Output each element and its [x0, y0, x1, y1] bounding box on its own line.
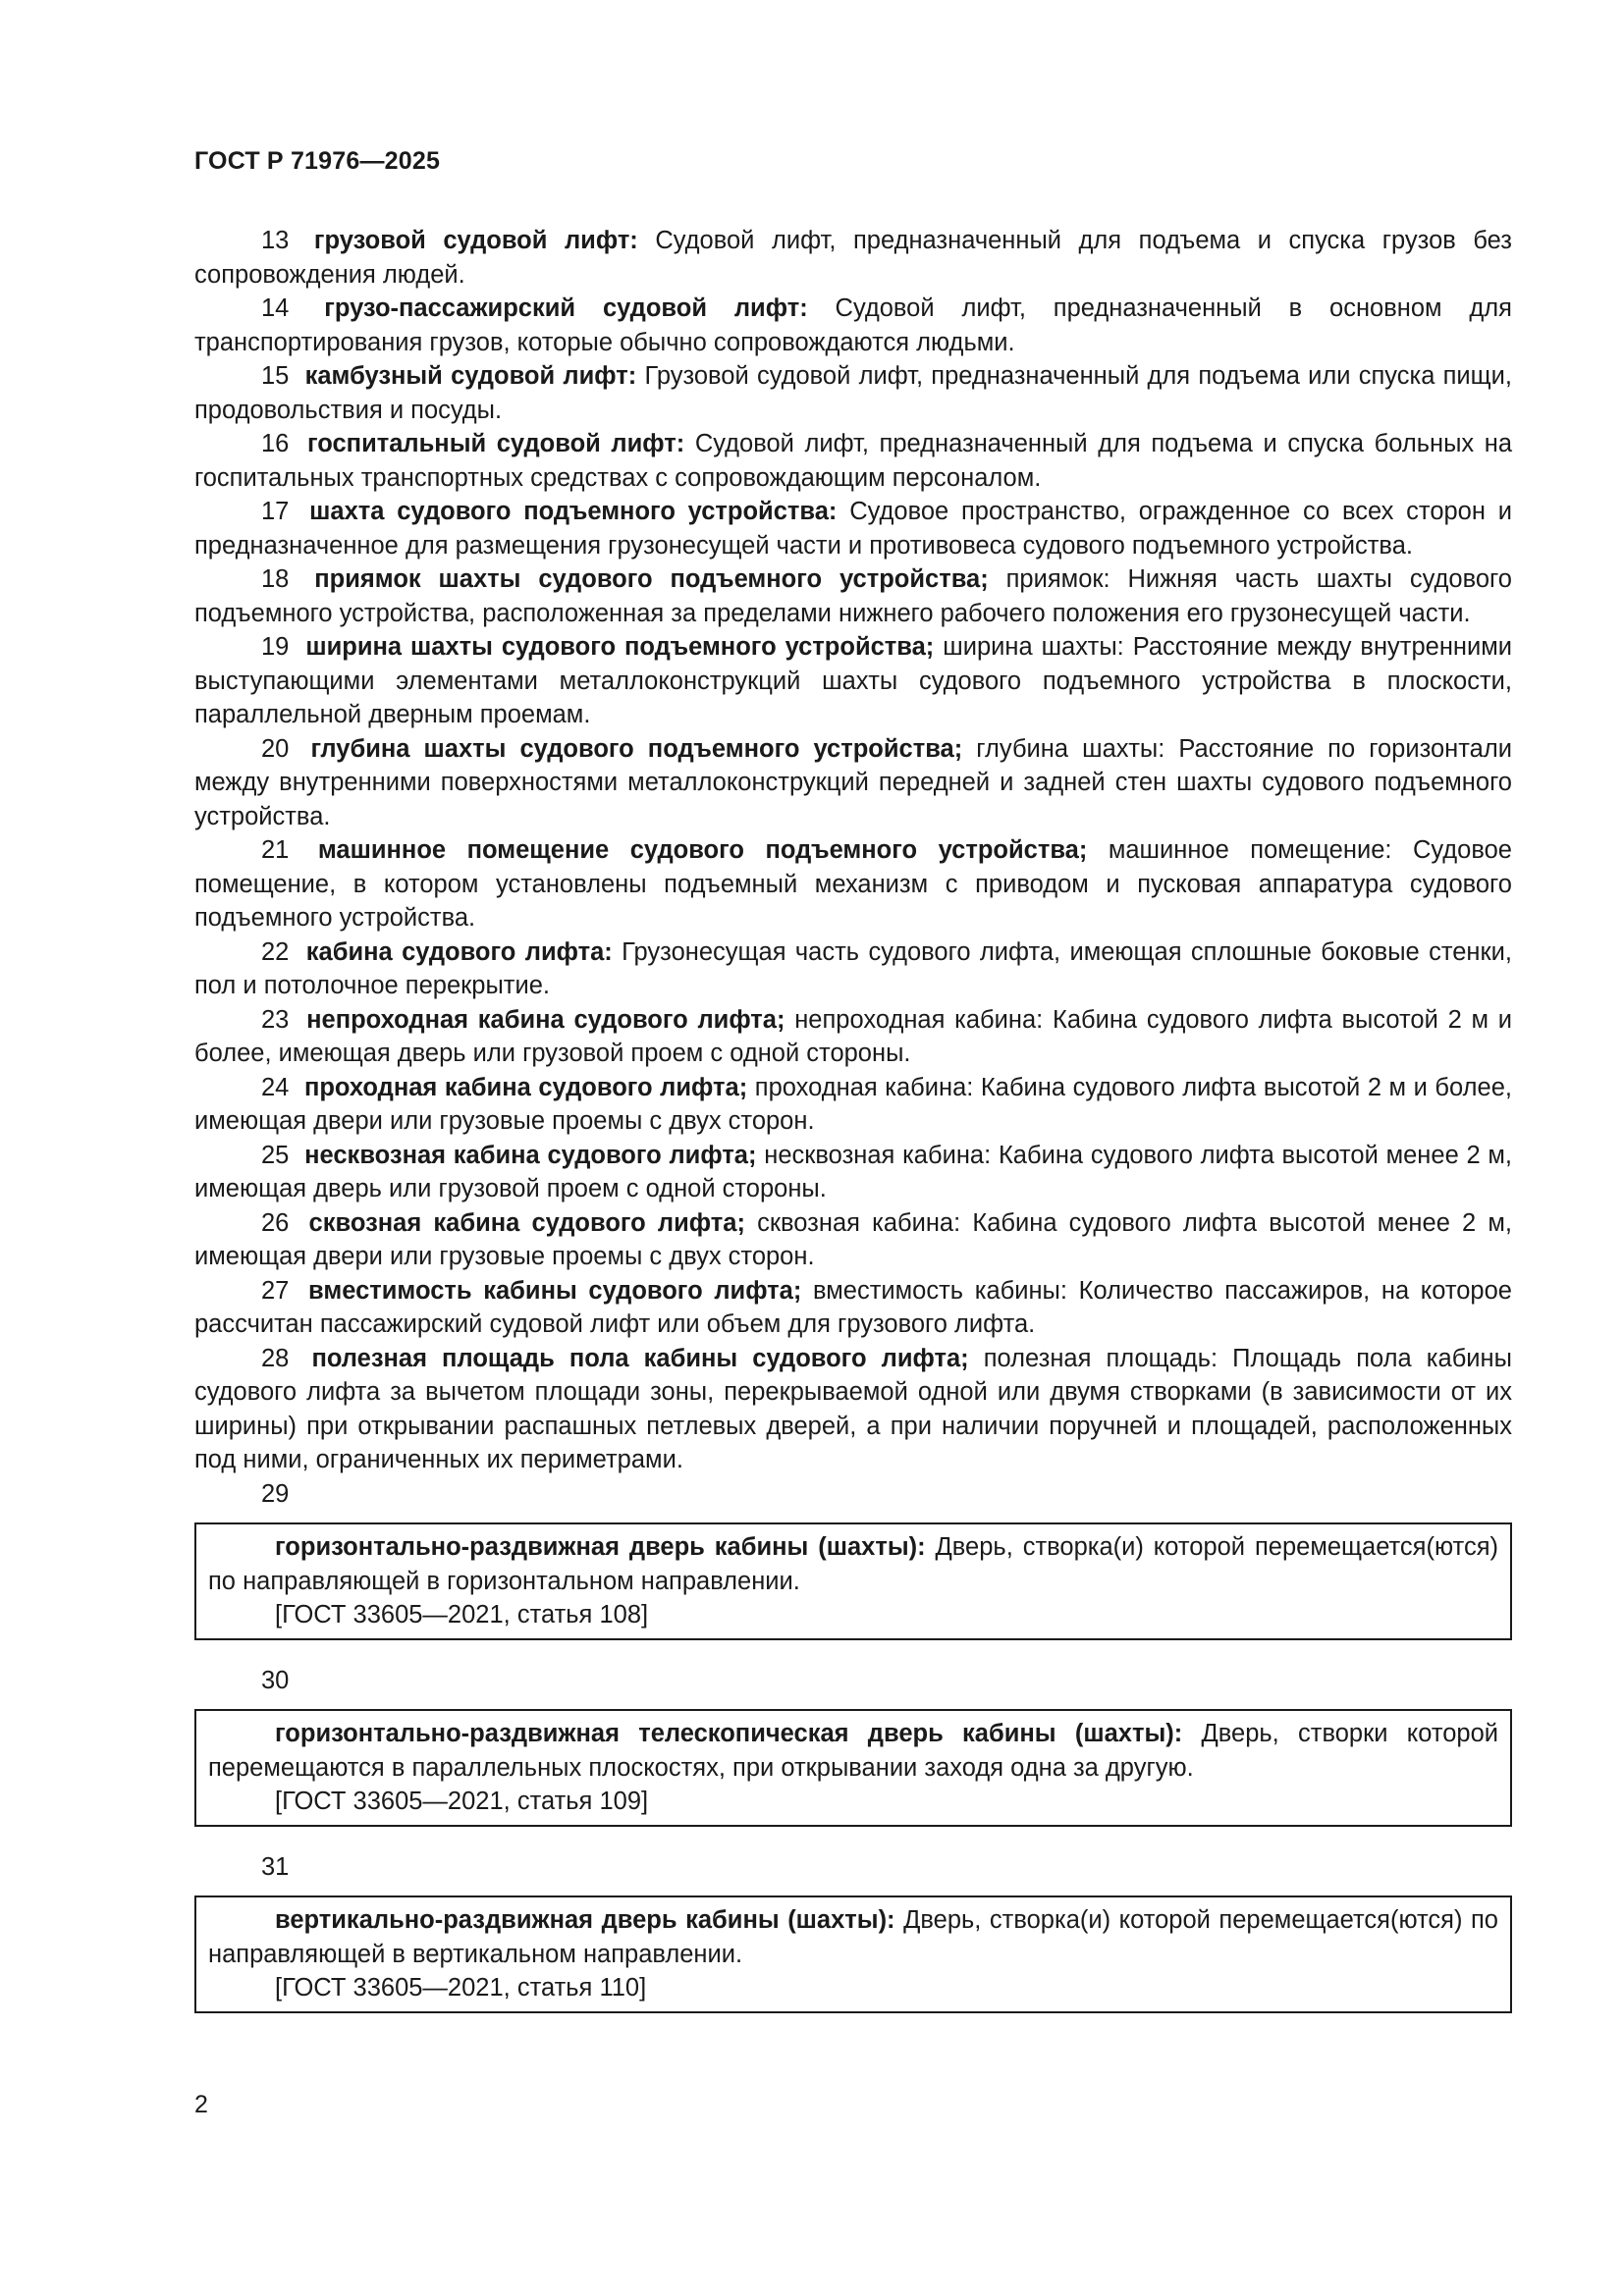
term-entry: 18 приямок шахты судового подъемного устройства; приямок: Нижняя часть шахты судового подъемного устройства, расположенная за пределами нижнего рабочего положения его грузонесущей части.	[194, 565, 1512, 627]
referenced-term-box	[194, 1522, 1512, 1640]
term-entry: 19 ширина шахты судового подъемного устройства; ширина шахты: Расстояние между внутренними выступающими элементами металлоконструкций шахты судового подъемного устройства в плоскости, параллельной дверным проемам.	[194, 633, 1513, 728]
term-entry: 26 сквозная кабина судового лифта; сквозная кабина: Кабина судового лифта высотой менее 2 м, имеющая двери или грузовые проемы с двух сторон.	[194, 1208, 1513, 1270]
term-entry: 13 грузовой судовой лифт: Судовой лифт, предназначенный для подъема и спуска грузов без сопровождения людей.	[194, 227, 1512, 289]
term-entry: 14 грузо-пассажирский судовой лифт: Судовой лифт, предназначенный в основном для транспортирования грузов, которые обычно сопровождаются людьми.	[194, 294, 1512, 356]
terms-content	[194, 224, 1512, 2037]
page-number: 2	[194, 2091, 208, 2118]
term-entry: 24 проходная кабина судового лифта; проходная кабина: Кабина судового лифта высотой 2 м и более, имеющая двери или грузовые проемы с двух сторон.	[194, 1073, 1512, 1135]
boxed-term-text: вертикально-раздвижная дверь кабины (шахты): Дверь, створка(и) которой перемещается(ются) по направляющей в вертикальном направлении.	[208, 1906, 1498, 1968]
boxed-term-number: 31	[261, 1852, 290, 1881]
boxed-term-number: 30	[261, 1666, 290, 1694]
source-citation: [ГОСТ 33605—2021, статья 110]	[275, 1974, 647, 2002]
referenced-term-box	[194, 1896, 1512, 2013]
term-entry: 28 полезная площадь пола кабины судового лифта; полезная площадь: Площадь пола кабины судового лифта за вычетом площади зоны, перекрываемой одной или двумя створками (в зависимости от их ширины) при открывании распашных петлевых дверей, а при наличии поручней и площадей, расположенных под ними, ограниченных их периметрами.	[194, 1344, 1512, 1473]
referenced-term-box	[194, 1709, 1512, 1827]
term-entry: 17 шахта судового подъемного устройства: Судовое пространство, огражденное со всех сторон и предназначенное для размещения грузонесущей части и противовеса судового подъемного устройства.	[194, 498, 1512, 560]
term-entry: 27 вместимость кабины судового лифта; вместимость кабины: Количество пассажиров, на которое рассчитан пассажирский судовой лифт или объем для грузового лифта.	[194, 1276, 1512, 1338]
term-entry: 20 глубина шахты судового подъемного устройства; глубина шахты: Расстояние по горизонтали между внутренними поверхностями металлоконструкций передней и задней стен шахты судового подъемного устройства.	[194, 734, 1512, 830]
term-entry: 21 машинное помещение судового подъемного устройства; машинное помещение: Судовое помещение, в котором установлены подъемный механизм с приводом и пусковая аппаратура судового подъемного устройства.	[194, 836, 1512, 932]
boxed-term-number: 29	[261, 1479, 290, 1508]
term-entry: 15 камбузный судовой лифт: Грузовой судовой лифт, предназначенный для подъема или спуска пищи, продовольствия и посуды.	[194, 362, 1512, 424]
source-citation: [ГОСТ 33605—2021, статья 108]	[275, 1601, 649, 1629]
term-entry: 16 госпитальный судовой лифт: Судовой лифт, предназначенный для подъема и спуска больных на госпитальных транспортных средствах с сопровождающим персоналом.	[194, 430, 1513, 492]
term-entry: 22 кабина судового лифта: Грузонесущая часть судового лифта, имеющая сплошные боковые стенки, пол и потолочное перекрытие.	[194, 937, 1512, 999]
document-header: ГОСТ Р 71976—2025	[194, 147, 441, 175]
term-entry: 25 несквозная кабина судового лифта; несквозная кабина: Кабина судового лифта высотой менее 2 м, имеющая дверь или грузовой проем с одной стороны.	[194, 1141, 1513, 1202]
source-citation: [ГОСТ 33605—2021, статья 109]	[275, 1788, 649, 1815]
boxed-term-text: горизонтально-раздвижная телескопическая дверь кабины (шахты): Дверь, створки которой перемещаются в параллельных плоскостях, при открывании заходя одна за другую.	[208, 1720, 1499, 1782]
term-entry: 23 непроходная кабина судового лифта; непроходная кабина: Кабина судового лифта высотой 2 м и более, имеющая дверь или грузовой проем с одной стороны.	[194, 1005, 1512, 1067]
boxed-term-text: горизонтально-раздвижная дверь кабины (шахты): Дверь, створка(и) которой перемещается(ются) по направляющей в горизонтальном направлении.	[208, 1533, 1498, 1595]
